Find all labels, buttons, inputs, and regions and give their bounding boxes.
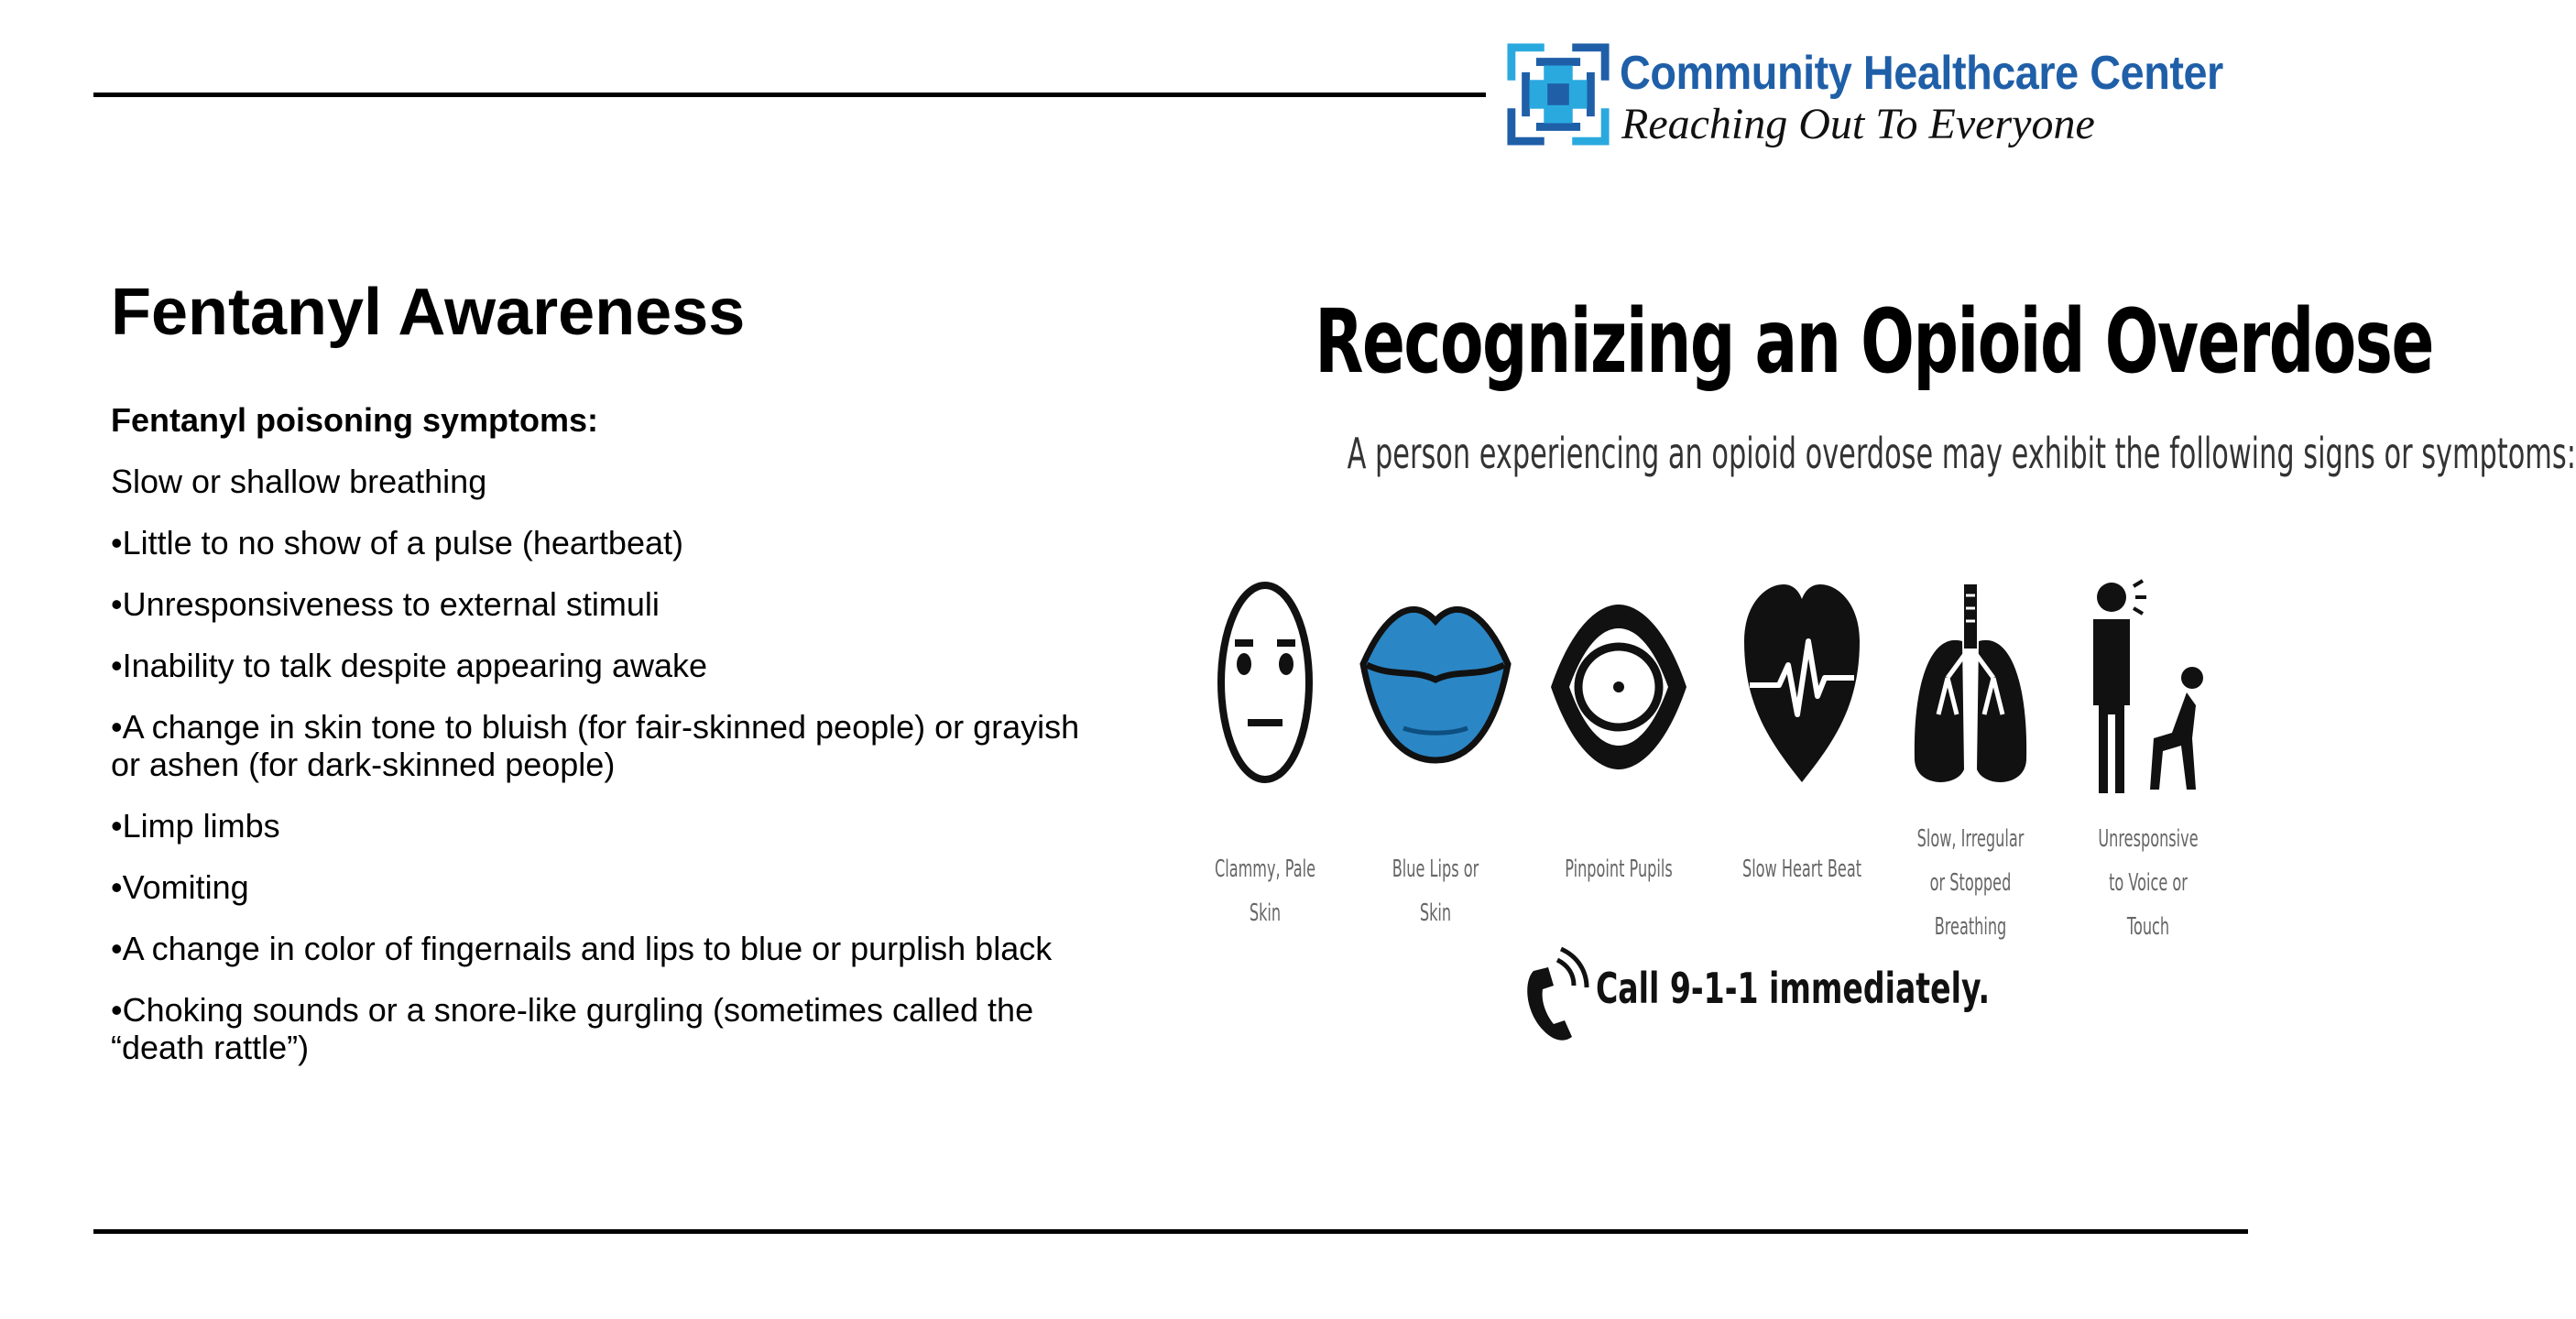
phone-icon [1521,943,1594,1044]
sign-slow-heart-beat [1724,577,1880,883]
lips-icon [1358,577,1513,788]
eye-icon [1545,577,1692,788]
sign-pinpoint-pupils [1541,577,1697,883]
sign-unresponsive [2070,577,2226,941]
sign-clammy-pale-skin [1187,577,1343,927]
call-911-banner [1521,943,1991,1044]
symptom-list [111,401,1100,1090]
sign-label: Unresponsive to Voice or Touch [2098,825,2199,941]
sign-label: Slow, Irregular or Stopped Breathing [1916,825,2025,941]
brand-name: Community Healthcare Center [1620,47,2223,100]
symptom-item: Slow or shallow breathing [111,463,487,500]
page-title: Fentanyl Awareness [111,276,746,349]
header-divider [93,93,1486,97]
lungs-icon [1911,577,2030,788]
symptom-item: •A change in color of fingernails and lips to blue or purplish black [111,930,1053,967]
symptom-item: •Unresponsiveness to external stimuli [111,585,660,623]
face-icon [1215,577,1315,788]
infographic-subtitle: A person experiencing an opioid overdose may exhibit the following signs or symptoms: [1347,429,2576,478]
brand-tagline: Reaching Out To Everyone [1621,100,2095,148]
overdose-infographic [1163,275,2576,1099]
brand-logo [1502,40,2249,150]
symptom-item: •Limp limbs [111,807,280,845]
footer-divider [93,1229,2248,1234]
symptom-item: •Vomiting [111,868,249,906]
symptom-item: •Little to no show of a pulse (heartbeat) [111,524,683,561]
sign-slow-breathing [1893,577,2048,941]
heart-icon [1742,577,1861,788]
call-911-text: Call 9-1-1 immediately. [1596,964,1991,1013]
symptom-item: •Choking sounds or a snore-like gurgling (sometimes called the “death rattle”) [111,991,1034,1066]
symptom-list-heading: Fentanyl poisoning symptoms: [111,401,599,439]
infographic-title: Recognizing an Opioid Overdose [1315,290,2433,393]
sign-label: Clammy, Pale Skin [1214,856,1316,927]
symptom-item: •Inability to talk despite appearing awake [111,647,708,684]
sign-label: Slow Heart Beat [1741,856,1862,883]
sign-label: Blue Lips or Skin [1392,856,1479,927]
sign-blue-lips [1358,577,1513,927]
logo-cross-icon [1504,40,1612,148]
unresponsive-person-icon [2084,577,2212,806]
symptom-item: •A change in skin tone to bluish (for fair-skinned people) or grayish or ashen (for dark-skinned people) [111,708,1080,783]
sign-label: Pinpoint Pupils [1565,856,1673,883]
